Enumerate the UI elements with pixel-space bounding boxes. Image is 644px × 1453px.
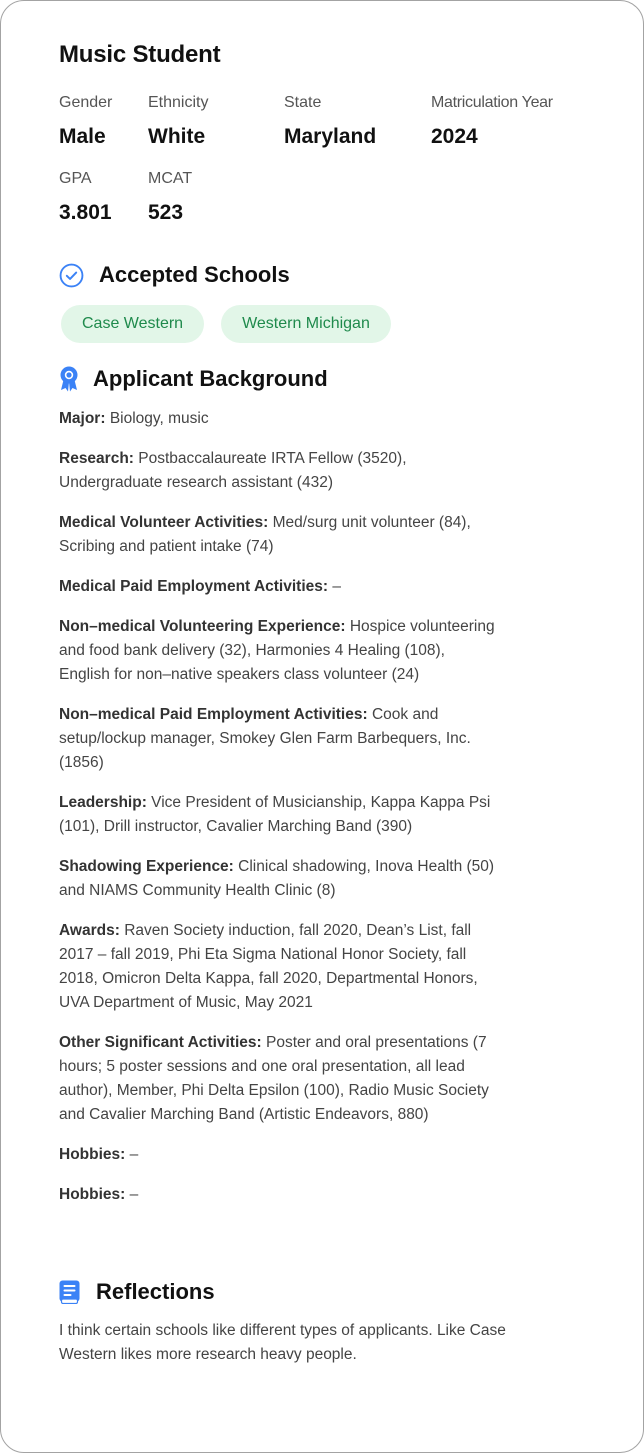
background-item-shadowing xyxy=(59,855,499,903)
background-item-hobbies xyxy=(59,1183,499,1207)
background-item-key: Non–medical Volunteering Experience: xyxy=(59,618,346,635)
background-item-key: Major: xyxy=(59,410,106,427)
background-item-major xyxy=(59,407,499,431)
reflection-text: I think certain schools like different types of applicants. Like Case Western likes more research heavy people. xyxy=(59,1322,506,1363)
background-item-key: Non–medical Paid Employment Activities: xyxy=(59,706,368,723)
accepted-schools-list xyxy=(61,305,391,343)
background-item-key: Leadership: xyxy=(59,794,147,811)
background-item-key: Hobbies: xyxy=(59,1146,126,1163)
gender-label: Gender xyxy=(59,94,113,111)
background-item-value: Poster and oral presentations (7 hours; 5 poster sessions and one oral presentation, all lead author), Member, Phi Delta Epsilon (100), Radio Music Society and Cavalier Marching Band (Artistic Endeavors, 880) xyxy=(59,1034,489,1123)
background-item-nonmedical-paid xyxy=(59,703,499,775)
state-label: State xyxy=(284,94,322,111)
gpa-label: GPA xyxy=(59,170,92,187)
background-item-value: Cook and setup/lockup manager, Smokey Glen Farm Barbequers, Inc. (1856) xyxy=(59,706,471,771)
applicant-background-list xyxy=(59,407,499,1223)
background-item-nonmedical-volunteer xyxy=(59,615,499,687)
background-item-key: Medical Volunteer Activities: xyxy=(59,514,269,531)
ethnicity-label: Ethnicity xyxy=(148,94,209,111)
matriculation-year-label: Matriculation Year xyxy=(431,94,553,111)
background-item-value: Raven Society induction, fall 2020, Dean’s List, fall 2017 – fall 2019, Phi Eta Sigma National Honor Society, fall 2018, Omicron Delta Kappa, fall 2020, Departmental Honors, UVA Department of Music, May 2021 xyxy=(59,922,478,1011)
matriculation-year-value: 2024 xyxy=(431,125,478,148)
background-item-medical-volunteer xyxy=(59,511,499,559)
background-item-value: – xyxy=(332,578,341,595)
background-item-value: Biology, music xyxy=(109,410,209,427)
applicant-background-header xyxy=(59,364,328,394)
background-item-key: Research: xyxy=(59,450,134,467)
background-item-key: Medical Paid Employment Activities: xyxy=(59,578,329,595)
ethnicity-value: White xyxy=(148,125,206,148)
page-title: Music Student xyxy=(59,41,221,68)
background-item-key: Awards: xyxy=(59,922,120,939)
accepted-schools-title: Accepted Schools xyxy=(99,262,290,287)
state-value: Maryland xyxy=(284,125,377,148)
background-item-value: Hospice volunteering and food bank delivery (32), Harmonies 4 Healing (108), English for non–native speakers class volunteer (24) xyxy=(59,618,495,683)
background-item-value: – xyxy=(129,1146,139,1163)
gender-value: Male xyxy=(59,125,106,148)
gpa-value: 3.801 xyxy=(59,201,112,224)
check-circle-icon xyxy=(59,263,84,288)
mcat-label: MCAT xyxy=(148,170,193,187)
book-icon xyxy=(59,1280,80,1304)
award-ribbon-icon xyxy=(59,366,79,392)
accepted-schools-header xyxy=(59,260,290,290)
background-item-hobbies xyxy=(59,1143,499,1167)
background-item-medical-paid xyxy=(59,575,499,599)
background-item-awards xyxy=(59,919,499,1015)
background-item-research xyxy=(59,447,499,495)
reflections-header xyxy=(59,1277,215,1307)
mcat-value: 523 xyxy=(148,201,184,224)
background-item-key: Shadowing Experience: xyxy=(59,858,234,875)
background-item-value: – xyxy=(129,1186,139,1203)
background-item-key: Hobbies: xyxy=(59,1186,126,1203)
background-item-other-activities xyxy=(59,1031,499,1127)
background-item-value: Clinical shadowing, Inova Health (50) and NIAMS Community Health Clinic (8) xyxy=(59,858,495,899)
background-item-value: Postbaccalaureate IRTA Fellow (3520), Undergraduate research assistant (432) xyxy=(59,450,407,491)
background-item-value: Vice President of Musicianship, Kappa Kappa Psi (101), Drill instructor, Cavalier Marching Band (390) xyxy=(59,794,491,835)
school-chip[interactable]: Case Western xyxy=(61,305,204,343)
background-item-value: Med/surg unit volunteer (84), Scribing and patient intake (74) xyxy=(59,514,471,555)
reflections-title: Reflections xyxy=(96,1279,215,1304)
background-item-leadership xyxy=(59,791,499,839)
background-item-key: Other Significant Activities: xyxy=(59,1034,262,1051)
applicant-background-title: Applicant Background xyxy=(93,366,328,391)
school-chip[interactable]: Western Michigan xyxy=(221,305,391,343)
